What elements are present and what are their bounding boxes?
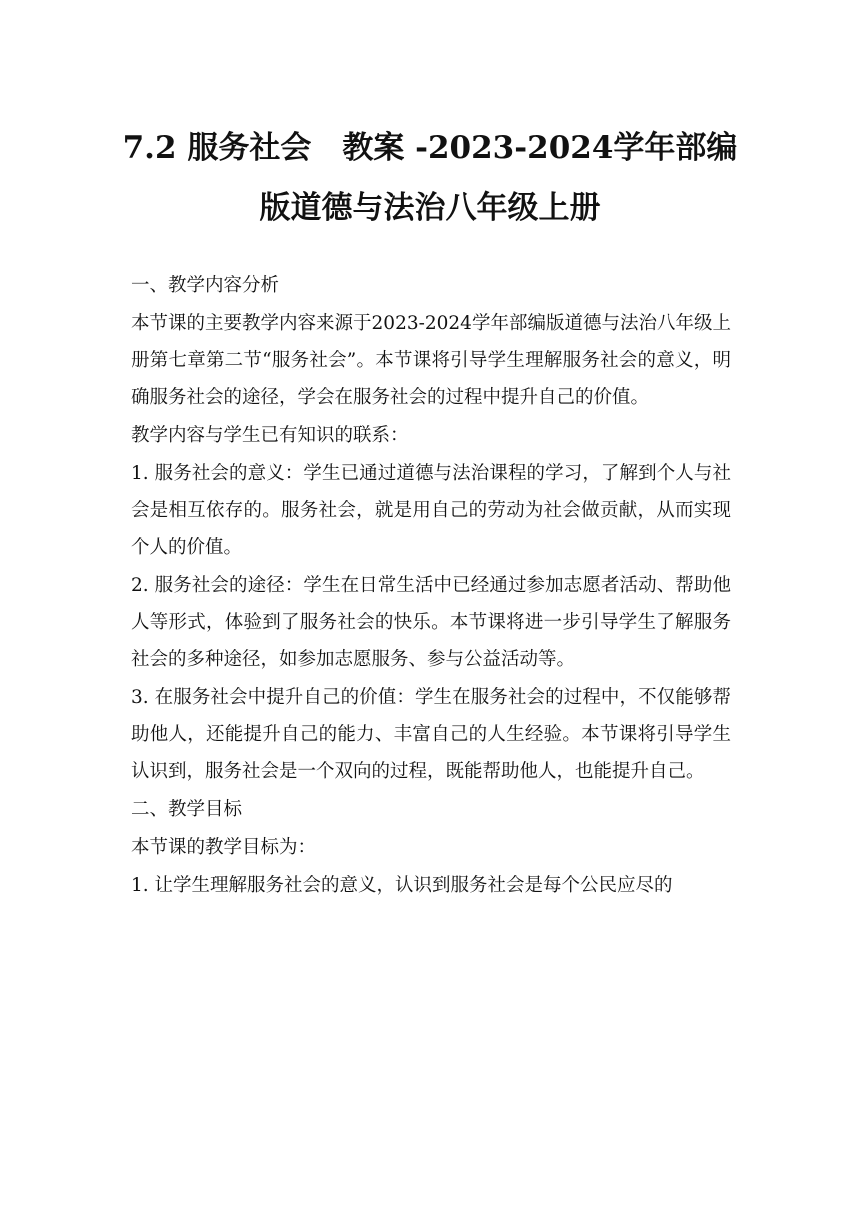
document-body bbox=[131, 267, 731, 904]
paragraph-connection-heading: 教学内容与学生已有知识的联系： bbox=[131, 425, 409, 446]
paragraph-overview: 本节课的主要教学内容来源于2023-2024学年部编版道德与法治八年级上册第七章第二节“服务社会”。本节课将引导学生理解服务社会的意义，明确服务社会的途径，学会在服务社会的过程中提升自己的价值。 bbox=[131, 313, 731, 408]
list-item-self-value: 3. 在服务社会中提升自己的价值：学生在服务社会的过程中，不仅能够帮助他人，还能提升自己的能力、丰富自己的人生经验。本节课将引导学生认识到，服务社会是一个双向的过程，既能帮助他人，也能提升自己。 bbox=[131, 687, 731, 782]
section-heading-content-analysis: 一、教学内容分析 bbox=[131, 275, 280, 296]
list-item-goal-1: 1. 让学生理解服务社会的意义，认识到服务社会是每个公民应尽的 bbox=[131, 875, 673, 896]
paragraph-goals-intro: 本节课的教学目标为： bbox=[131, 837, 317, 858]
document-title: 7.2 服务社会 教案 -2023-2024学年部编版道德与法治八年级上册 bbox=[122, 130, 738, 226]
list-item-pathways: 2. 服务社会的途径：学生在日常生活中已经通过参加志愿者活动、帮助他人等形式，体验到了服务社会的快乐。本节课将进一步引导学生了解服务社会的多种途径，如参加志愿服务、参与公益活动等。 bbox=[131, 575, 731, 670]
section-heading-teaching-goals: 二、教学目标 bbox=[131, 799, 243, 820]
list-item-significance: 1. 服务社会的意义：学生已通过道德与法治课程的学习，了解到个人与社会是相互依存的。服务社会，就是用自己的劳动为社会做贡献，从而实现个人的价值。 bbox=[131, 463, 731, 558]
